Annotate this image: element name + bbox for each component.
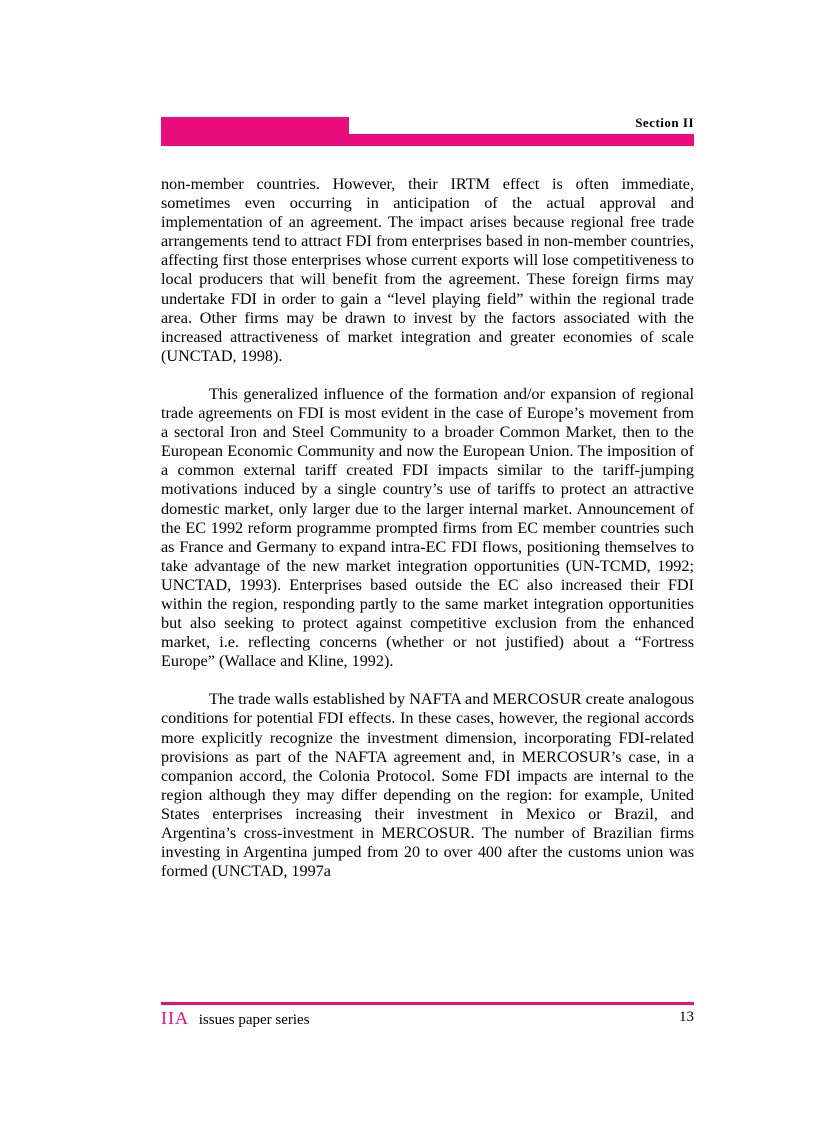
- footer-series: [161, 1008, 310, 1029]
- paragraph-2: This generalized influence of the formation and/or expansion of regional trade agreements on FDI is most evident in the case of Europe’s movement from a sectoral Iron and Steel Community to a broader Common Market, then to the European Economic Community and now the European Union. The imposition of a common external tariff created FDI impacts similar to the tariff-jumping motivations induced by a single country’s use of tariffs to protect an attractive domestic market, only larger due to the larger internal market. Announcement of the EC 1992 reform programme prompted firms from EC member countries such as France and Germany to expand intra-EC FDI flows, positioning themselves to take advantage of the new market integration opportunities (UN-TCMD, 1992; UNCTAD, 1993). Enterprises based outside the EC also increased their FDI within the region, responding partly to the same market integration opportunities but also seeking to protect against competitive exclusion from the enhanced market, i.e. reflecting concerns (whether or not justified) about a “Fortress Europe” (Wallace and Kline, 1992).: [161, 384, 694, 671]
- footer-rule: [161, 1002, 694, 1005]
- header-accent-bar: [161, 134, 694, 146]
- footer-series-label: issues paper series: [198, 1012, 310, 1028]
- footer-brand: IIA: [161, 1008, 189, 1028]
- paragraph-3: The trade walls established by NAFTA and MERCOSUR create analogous conditions for potential FDI effects. In these cases, however, the regional accords more explicitly recognize the investment dimension, incorporating FDI-related provisions as part of the NAFTA agreement and, in MERCOSUR’s case, in a companion accord, the Colonia Protocol. Some FDI impacts are internal to the region although they may differ depending on the region: for example, United States enterprises increasing their investment in Mexico or Brazil, and Argentina’s cross-investment in MERCOSUR. The number of Brazilian firms investing in Argentina jumped from 20 to over 400 after the customs union was formed (UNCTAD, 1997a: [161, 690, 694, 881]
- page-number: 13: [679, 1009, 694, 1025]
- paragraph-1: non-member countries. However, their IRTM effect is often immediate, sometimes even occurring in anticipation of the actual approval and implementation of an agreement. The impact arises because regional free trade arrangements tend to attract FDI from enterprises based in non-member countries, affecting first those enterprises whose current exports will lose competitiveness to local producers that will benefit from the agreement. These foreign firms may undertake FDI in order to gain a “level playing field” within the regional trade area. Other firms may be drawn to invest by the factors associated with the increased attractiveness of market integration and greater economies of scale (UNCTAD, 1998).: [161, 175, 694, 365]
- section-label: Section II: [635, 115, 694, 130]
- body-text: [161, 175, 694, 900]
